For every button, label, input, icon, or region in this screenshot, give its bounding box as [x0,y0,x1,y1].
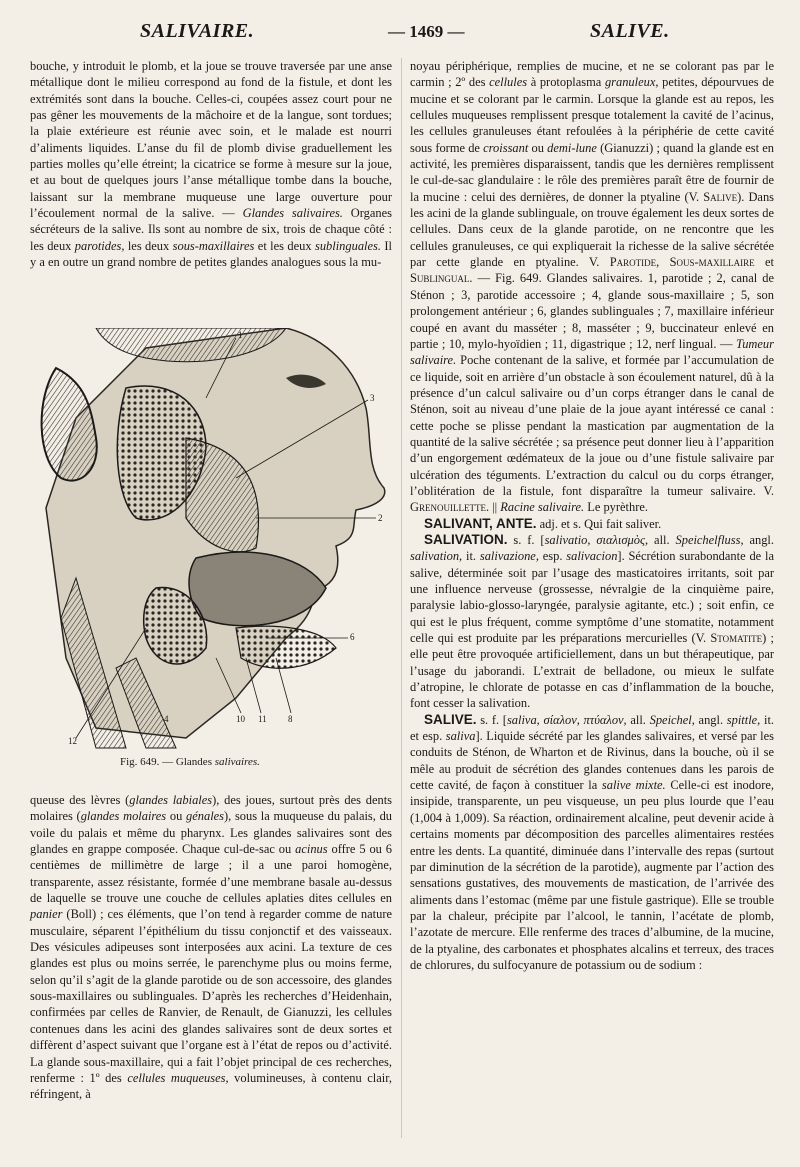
paragraph-fistule: bouche, y introduit le plomb, et la joue se trouve traversée par une anse métallique dont le milieu correspond au fond de la fistule, et dont les extrémités sont dans la bouche. Celles-ci, coupées assez court pour ne pas gêner les mouvements de la mâchoire et de la langue, sont tordues; la plaie extérieure est réunie avec soin, et le malade est nourri d’aliments liquides. L’anse du fil de plomb divise graduellement les parties molles qu’elle étreint; la cicatrice se forme à mesure sur la joue, et au bout de quelques jours l’anse métallique tombe dans la bouche, laissant sur la membrane muqueuse une large ouverture pour l’écoulement normal de la salive. — Glandes salivaires. Organes sécréteurs de la salive. Ils sont au nombre de six, trois de chaque côté : les deux parotides, les deux sous-maxillaires et les deux sublinguales. Il y a en outre un grand nombre de petites glandes analogues sous la mu- [30,59,392,270]
figure-label-1: 1 [238,330,243,340]
headword-salivation: SALIVATION. [424,531,508,547]
paragraph-glandes-structure: queuse des lèvres (glandes labiales), des joues, surtout près des dents molaires (glandes molaires ou génales), sous la muqueuse du palais, du voile du palais et même du pharynx. Les glandes salivaires sont des glandes en grappe composée. Chaque cul-de-sac ou acinus offre 5 ou 6 centièmes de millimètre de large ; il a une paroi homogène, transparente, assez résistante, formée d’une membrane basale au-dessus de laquelle se trouve une couche de cellules aplaties dites cellules en panier (Boll) ; ces éléments, que l’on tend à regarder comme de nature musculaire, séparent l’épithélium du tissu conjonctif et des vaisseaux. Des vésicules adipeuses sont interposées aux acini. La texture de ces glandes est plus ou moins serrée, le parenchyme plus ou moins ferme, selon qu’il s’agit de la glande parotide ou de son accessoire, des glandes sous-maxillaires ou sublinguales. D’après les recherches d’Heidenhain, confirmées par celles de Ranvier, de Renault, de Gianuzzi, les cellules contenues dans les acini des glandes salivaires sont de deux sortes et diffèrent d’aspect suivant que l’organe est à l’état de repos ou d’activité. La glande sous-maxillaire, qui a fait l’objet principal de ces recherches, renferme : 1º des cellules muqueuses, volumineuses, à contenu clair, réfringent, à [30,793,393,1102]
column-left-top [30,58,392,270]
figure-label-2: 2 [378,513,383,523]
figure-label-8: 8 [288,714,293,724]
entry-salive: SALIVE. s. f. [saliva, σίαλον, πτύαλον, all. Speichel, angl. spittle, it. et esp. saliva]. Liquide sécrété par les glandes salivaires, et versé par les conduits de Sténon, de Wharton et de Rivinus, dans la bouche, où il se mêle au produit de sécrétion des glandes contenues dans les parois de cette cavité, de façon à constituer la salive mixte. Celle-ci est inodore, insipide, transparente, un peu visqueuse, un peu plus lourde que l’eau (1,004 à 1,009). Sa réaction, ordinairement alcaline, peut devenir acide à certains moments par décomposition des parcelles alimentaires restées entre les dents. La quantité, diminuée dans l’intervalle des repas (surtout par diminution de la sécrétion de la parotide), augmente par l’action des sensations gustatives, des mouvements de mastication, de l’arrivée des aliments dans l’estomac (même par une fistule gastrique). Elle se trouble par la chaleur, précipite par l’alcool, le tannin, l’acétate de plomb, l’azotate de mercure. Elle renferme des traces d’albumine, de la mucine, de la ptyaline, des carbonates et phosphates alcalins et terreux, des traces de chlorures, du sulfocyanure de potassium ou de sodium : [410,711,775,972]
column-left-bottom [30,792,392,1103]
figure-label-12: 12 [68,736,77,746]
figure-label-11: 11 [258,714,267,724]
entry-salivation: SALIVATION. s. f. [salivatio, σιαλισμὸς, all. Speichelfluss, angl. salivation, it. salivazione, esp. salivacion]. Sécrétion surabondante de la salive, déterminée soit par l’usage des masticatoires irritants, soit par une influence nerveuse (grossesse, névralgie de la cinquième paire, paralysie labio-glosso-laryngée, paralysie agitante, etc.) ; soit enfin, ce qui est le plus fréquent, comme symptôme d’une stomatite, notamment celle qui est produite par les préparations mercurielles (V. Stomatite) ; elle peut être provoquée artificiellement, dans un but thérapeutique, par l’usage du jaborandi. L’extrait de belladone, ou mieux le sulfate d’atropine, le chlorate de potasse en cas d’inflammation de la bouche, font cesser la salivation. [410,531,774,711]
header-right-word: SALIVE. [590,20,670,42]
header-left-word: SALIVAIRE. [140,20,255,42]
running-header [30,14,776,50]
page-number: — 1469 — [388,22,465,41]
figure-label-3: 3 [370,393,375,403]
paragraph-cellules: noyau périphérique, remplies de mucine, et ne se colorant pas par le carmin ; 2º des cellules à protoplasma granuleux, petites, dépourvues de mucine et se colorant par le carmin. Lorsque la glande est au repos, les cellules muqueuses remplissent presque totalement la cavité de l’acinus, les cellules granuleuses étant refoulées à la périphérie de cette cavité sous forme de croissant ou demi-lune (Gianuzzi) ; quand la glande est en activité, les premières disparaissent, tandis que les dernières remplissent le cul-de-sac glandulaire : le rôle des premières paraît être de fournir de la mucine : celui des dernières, de donner la ptyaline (V. Salive). Dans les acini de la glande sublinguale, on trouve également les deux sortes de cellules. Dans ceux de la glande parotide, on ne rencontre que les cellules granuleuses, ce qui expliquerait la richesse de la salive sécrétée par cette glande en ptyaline. V. Parotide, Sous-maxillaire et Sublingual. — Fig. 649. Glandes salivaires. 1, parotide ; 2, canal de Sténon ; 3, parotide accessoire ; 4, glande sous-maxillaire ; 5, son prolongement antérieur ; 6, glandes sublinguales ; 7, maxillaire inférieur coupé en avant du masséter ; 8, masséter ; 9, buccinateur enlevé en partie ; 10, mylo-hyoïdien ; 11, digastrique ; 12, nerf lingual. — Tumeur salivaire. Poche contenant de la salive, et formée par l’accumulation de ce liquide, soit en arrière d’un obstacle à son écoulement naturel, dû à la présence d’un calcul salivaire ou d’un corps étranger dans le canal de Sténon, soit au niveau d’une plaie de la joue ayant intéressé ce canal : cette poche se plisse pendant la mastication par augmentation de la quantité de la salive sécrétée ; sa présence peut donner lieu à l’apparition d’un engorgement œdémateux de la joue ou d’une fistule salivaire par ulcération des téguments. L’extraction du calcul ou du corps étranger, l’oblitération de la fistule, font disparaître la tumeur salivaire. V. Grenouillette. || Racine salivaire. Le pyrèthre. [410,59,775,515]
headword-salivant: SALIVANT, ANTE. [424,515,537,531]
figure-label-10: 10 [236,714,245,724]
column-divider [401,58,402,1138]
figure-label-4: 4 [164,714,169,724]
headword-salive: SALIVE. [424,711,477,727]
figure-caption: Fig. 649. — Glandes salivaires. [120,756,260,768]
entry-salivant: SALIVANT, ANTE. adj. et s. Qui fait saliver. [424,515,662,531]
engraving-illustration [36,328,388,750]
anatomical-figure-salivary-glands [36,328,388,750]
column-right [410,58,774,973]
figure-label-6: 6 [350,632,355,642]
